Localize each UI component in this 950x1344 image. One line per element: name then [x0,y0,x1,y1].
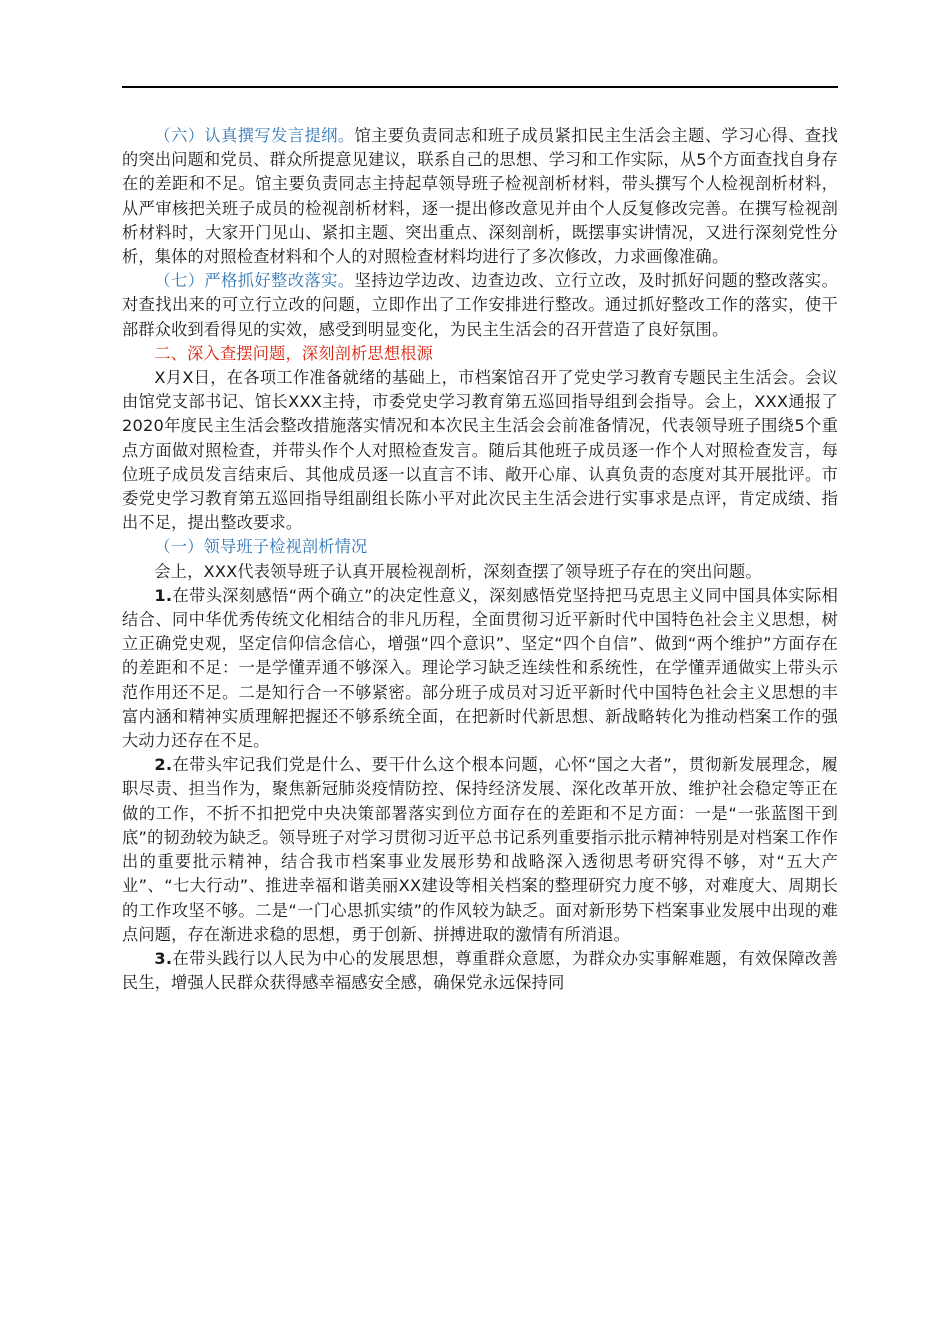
paragraph-item-3 [122,947,838,995]
item-1-number: 1. [154,585,173,605]
paragraph-six-text: 馆主要负责同志和班子成员紧扣民主生活会主题、学习心得、查找的突出问题和党员、群众所提意见建议，联系自己的思想、学习和工作实际，从5个方面查找自身存在的差距和不足。馆主要负责同志主持起草领导班子检视剖析材料，带头撰写个人检视剖析材料，从严审核把关班子成员的检视剖析材料，逐一提出修改意见并由个人反复修改完善。在撰写检视剖析材料时，大家开门见山、紧扣主题、突出重点、深刻剖析，既摆事实讲情况，又进行深刻党性分析，集体的对照检查材料和个人的对照检查材料均进行了多次修改，力求画像准确。 [122,126,838,267]
paragraph-seven [122,269,838,342]
paragraph-item-1 [122,584,838,753]
heading-six: （六）认真撰写发言提纲。 [154,126,355,145]
sub-heading-one: （一）领导班子检视剖析情况 [154,537,368,557]
paragraph-six [122,124,838,269]
section-heading-two: 二、深入查摆问题，深刻剖析思想根源 [154,343,433,363]
item-2-text: 在带头牢记我们党是什么、要干什么这个根本问题，心怀“国之大者”，贯彻新发展理念，履职尽责、担当作为，聚焦新冠肺炎疫情防控、保持经济发展、深化改革开放、维护社会稳定等正在做的工作，不折不扣把党中央决策部署落实到位方面存在的差距和不足方面：一是“一张蓝图干到底”的韧劲较为缺乏。领导班子对学习贯彻习近平总书记系列重要指示批示精神特别是对档案工作作出的重要批示精神，结合我市档案事业发展形势和战略深入透彻思考研究得不够，对“五大产业”、“七大行动”、推进幸福和谐美丽XX建设等相关档案的整理研究力度不够，对难度大、周期长的工作攻坚不够。二是“一门心思抓实绩”的作风较为缺乏。面对新形势下档案事业发展中出现的难点问题，存在渐进求稳的思想，勇于创新、拼搏进取的激情有所消退。 [122,755,838,944]
paragraph-meeting: X月X日，在各项工作准备就绪的基础上，市档案馆召开了党史学习教育专题民主生活会。会议由馆党支部书记、馆长XXX主持，市委党史学习教育第五巡回指导组到会指导。会上，XXX通报了2020年度民主生活会整改措施落实情况和本次民主生活会会前准备情况，代表领导班子围绕5个重点方面做对照检查，并带头作个人对照检查发言。随后其他班子成员逐一作个人对照检查发言，每位班子成员发言结束后、其他成员逐一以直言不讳、敞开心扉、认真负责的态度对其开展批评。市委党史学习教育第五巡回指导组副组长陈小平对此次民主生活会进行实事求是点评，肯定成绩、指出不足，提出整改要求。 [122,368,838,533]
paragraph-intro: 会上，XXX代表领导班子认真开展检视剖析，深刻查摆了领导班子存在的突出问题。 [154,561,762,581]
heading-seven: （七）严格抓好整改落实。 [154,271,355,291]
item-1-text: 在带头深刻感悟“两个确立”的决定性意义，深刻感悟党坚持把马克思主义同中国具体实际相结合、同中华优秀传统文化相结合的非凡历程，全面贯彻习近平新时代中国特色社会主义思想，树立正确党史观，坚定信仰信念信心，增强“四个意识”、坚定“四个自信”、做到“两个维护”方面存在的差距和不足：一是学懂弄通不够深入。理论学习缺乏连续性和系统性，在学懂弄通做实上带头示范作用还不足。二是知行合一不够紧密。部分班子成员对习近平新时代中国特色社会主义思想的丰富内涵和精神实质理解把握还不够系统全面，在把新时代新思想、新战略转化为推动档案工作的强大动力还存在不足。 [122,585,838,751]
document-body [122,124,838,995]
item-2-number: 2. [154,755,173,775]
header-rule [122,86,838,88]
paragraph-seven-text: 坚持边学边改、边查边改、立行立改，及时抓好问题的整改落实。对查找出来的可立行立改的问题，立即作出了工作安排进行整改。通过抓好整改工作的落实，使干部群众收到看得见的实效，感受到明显变化，为民主生活会的召开营造了良好氛围。 [122,271,838,339]
item-3-text: 在带头践行以人民为中心的发展思想，尊重群众意愿，为群众办实事解难题，有效保障改善民生，增强人民群众获得感幸福感安全感，确保党永远保持同 [122,948,838,993]
paragraph-item-2 [122,753,838,947]
item-3-number: 3. [154,948,173,968]
